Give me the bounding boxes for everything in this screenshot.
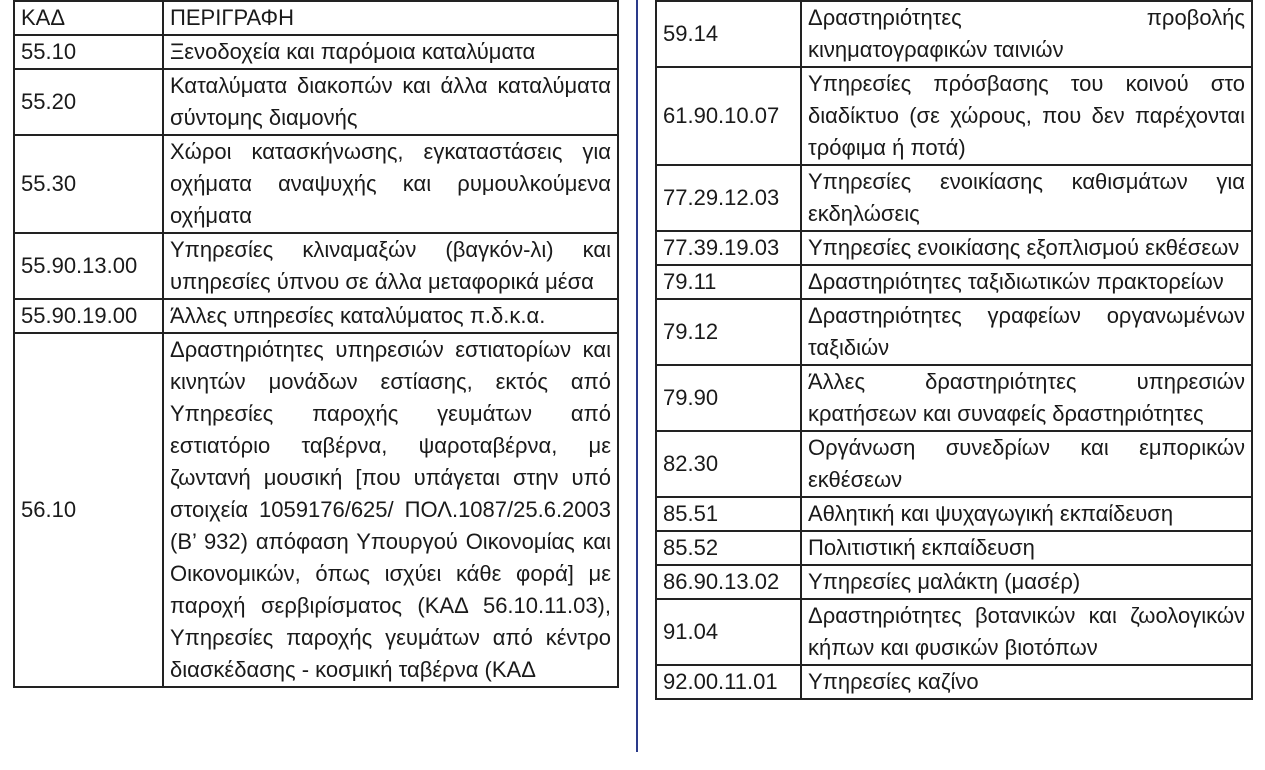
table-row (656, 299, 1252, 365)
kad-table-left (13, 0, 619, 688)
table-row (656, 665, 1252, 699)
table-row (656, 1, 1252, 67)
kad-description: Άλλες δραστηριότητες υπηρεσιών κρατήσεων και συναφείς δραστηριότητες (801, 365, 1252, 431)
table-row (14, 69, 618, 135)
table-row (656, 531, 1252, 565)
table-row (14, 299, 618, 333)
header-code: ΚΑΔ (14, 1, 163, 35)
kad-code: 79.11 (656, 265, 801, 299)
kad-description: Χώροι κατασκήνωσης, εγκαταστάσεις για οχήματα αναψυχής και ρυμουλκούμενα οχήματα (163, 135, 618, 233)
kad-description: Δραστηριότητες υπηρεσιών εστιατορίων και κινητών μονάδων εστίασης, εκτός από Υπηρεσίες παροχής γευμάτων από εστιατόριο ταβέρνα, ψαροταβέρνα, με ζωντανή μουσική [που υπάγεται στην υπό στοιχεία 1059176/625/ ΠΟΛ.1087/25.6.2003 (Β’ 932) απόφαση Υπουργού Οικονομίας και Οικονομικών, όπως ισχύει κάθε φορά] με παροχή σερβιρίσματος (ΚΑΔ 56.10.11.03), Υπηρεσίες παροχής γευμάτων από κέντρο διασκέδασης - κοσμική ταβέρνα (ΚΑΔ (163, 333, 618, 687)
kad-description: Οργάνωση συνεδρίων και εμπορικών εκθέσεων (801, 431, 1252, 497)
kad-description: Υπηρεσίες κλιναμαξών (βαγκόν-λι) και υπηρεσίες ύπνου σε άλλα μεταφορικά μέσα (163, 233, 618, 299)
kad-code: 55.30 (14, 135, 163, 233)
table-row (14, 233, 618, 299)
table-row (656, 431, 1252, 497)
kad-description: Δραστηριότητες ταξιδιωτικών πρακτορείων (801, 265, 1252, 299)
kad-code: 79.90 (656, 365, 801, 431)
kad-code: 61.90.10.07 (656, 67, 801, 165)
kad-description: Πολιτιστική εκπαίδευση (801, 531, 1252, 565)
table-row (656, 67, 1252, 165)
kad-description: Υπηρεσίες μαλάκτη (μασέρ) (801, 565, 1252, 599)
table-row (656, 231, 1252, 265)
left-column (13, 0, 619, 752)
kad-code: 92.00.11.01 (656, 665, 801, 699)
kad-code: 86.90.13.02 (656, 565, 801, 599)
right-column (655, 0, 1253, 770)
kad-code: 82.30 (656, 431, 801, 497)
kad-code: 91.04 (656, 599, 801, 665)
kad-description: Υπηρεσίες ενοικίασης καθισμάτων για εκδηλώσεις (801, 165, 1252, 231)
kad-code: 85.51 (656, 497, 801, 531)
table-row (656, 365, 1252, 431)
kad-code: 79.12 (656, 299, 801, 365)
kad-code: 55.20 (14, 69, 163, 135)
table-row (656, 497, 1252, 531)
kad-description: Δραστηριότητες προβολής κινηματογραφικών ταινιών (801, 1, 1252, 67)
column-divider (636, 0, 638, 752)
kad-description: Υπηρεσίες καζίνο (801, 665, 1252, 699)
table-row (656, 265, 1252, 299)
kad-description: Δραστηριότητες γραφείων οργανωμένων ταξιδιών (801, 299, 1252, 365)
kad-code: 56.10 (14, 333, 163, 687)
header-description: ΠΕΡΙΓΡΑΦΗ (163, 1, 618, 35)
kad-description: Υπηρεσίες πρόσβασης του κοινού στο διαδίκτυο (σε χώρους, που δεν παρέχονται τρόφιμα ή ποτά) (801, 67, 1252, 165)
table-row (656, 599, 1252, 665)
table-row (14, 35, 618, 69)
kad-code: 77.29.12.03 (656, 165, 801, 231)
kad-code: 85.52 (656, 531, 801, 565)
kad-description: Καταλύματα διακοπών και άλλα καταλύματα σύντομης διαμονής (163, 69, 618, 135)
table-header-row (14, 1, 618, 35)
table-row (656, 165, 1252, 231)
kad-code: 55.90.19.00 (14, 299, 163, 333)
table-row (656, 565, 1252, 599)
kad-code: 55.10 (14, 35, 163, 69)
kad-code: 59.14 (656, 1, 801, 67)
kad-description: Αθλητική και ψυχαγωγική εκπαίδευση (801, 497, 1252, 531)
kad-code: 55.90.13.00 (14, 233, 163, 299)
kad-description: Δραστηριότητες βοτανικών και ζωολογικών κήπων και φυσικών βιοτόπων (801, 599, 1252, 665)
kad-code: 77.39.19.03 (656, 231, 801, 265)
table-row (14, 333, 618, 687)
kad-description: Άλλες υπηρεσίες καταλύματος π.δ.κ.α. (163, 299, 618, 333)
table-row (14, 135, 618, 233)
kad-description: Υπηρεσίες ενοικίασης εξοπλισμού εκθέσεων (801, 231, 1252, 265)
kad-description: Ξενοδοχεία και παρόμοια καταλύματα (163, 35, 618, 69)
kad-table-right (655, 0, 1253, 700)
